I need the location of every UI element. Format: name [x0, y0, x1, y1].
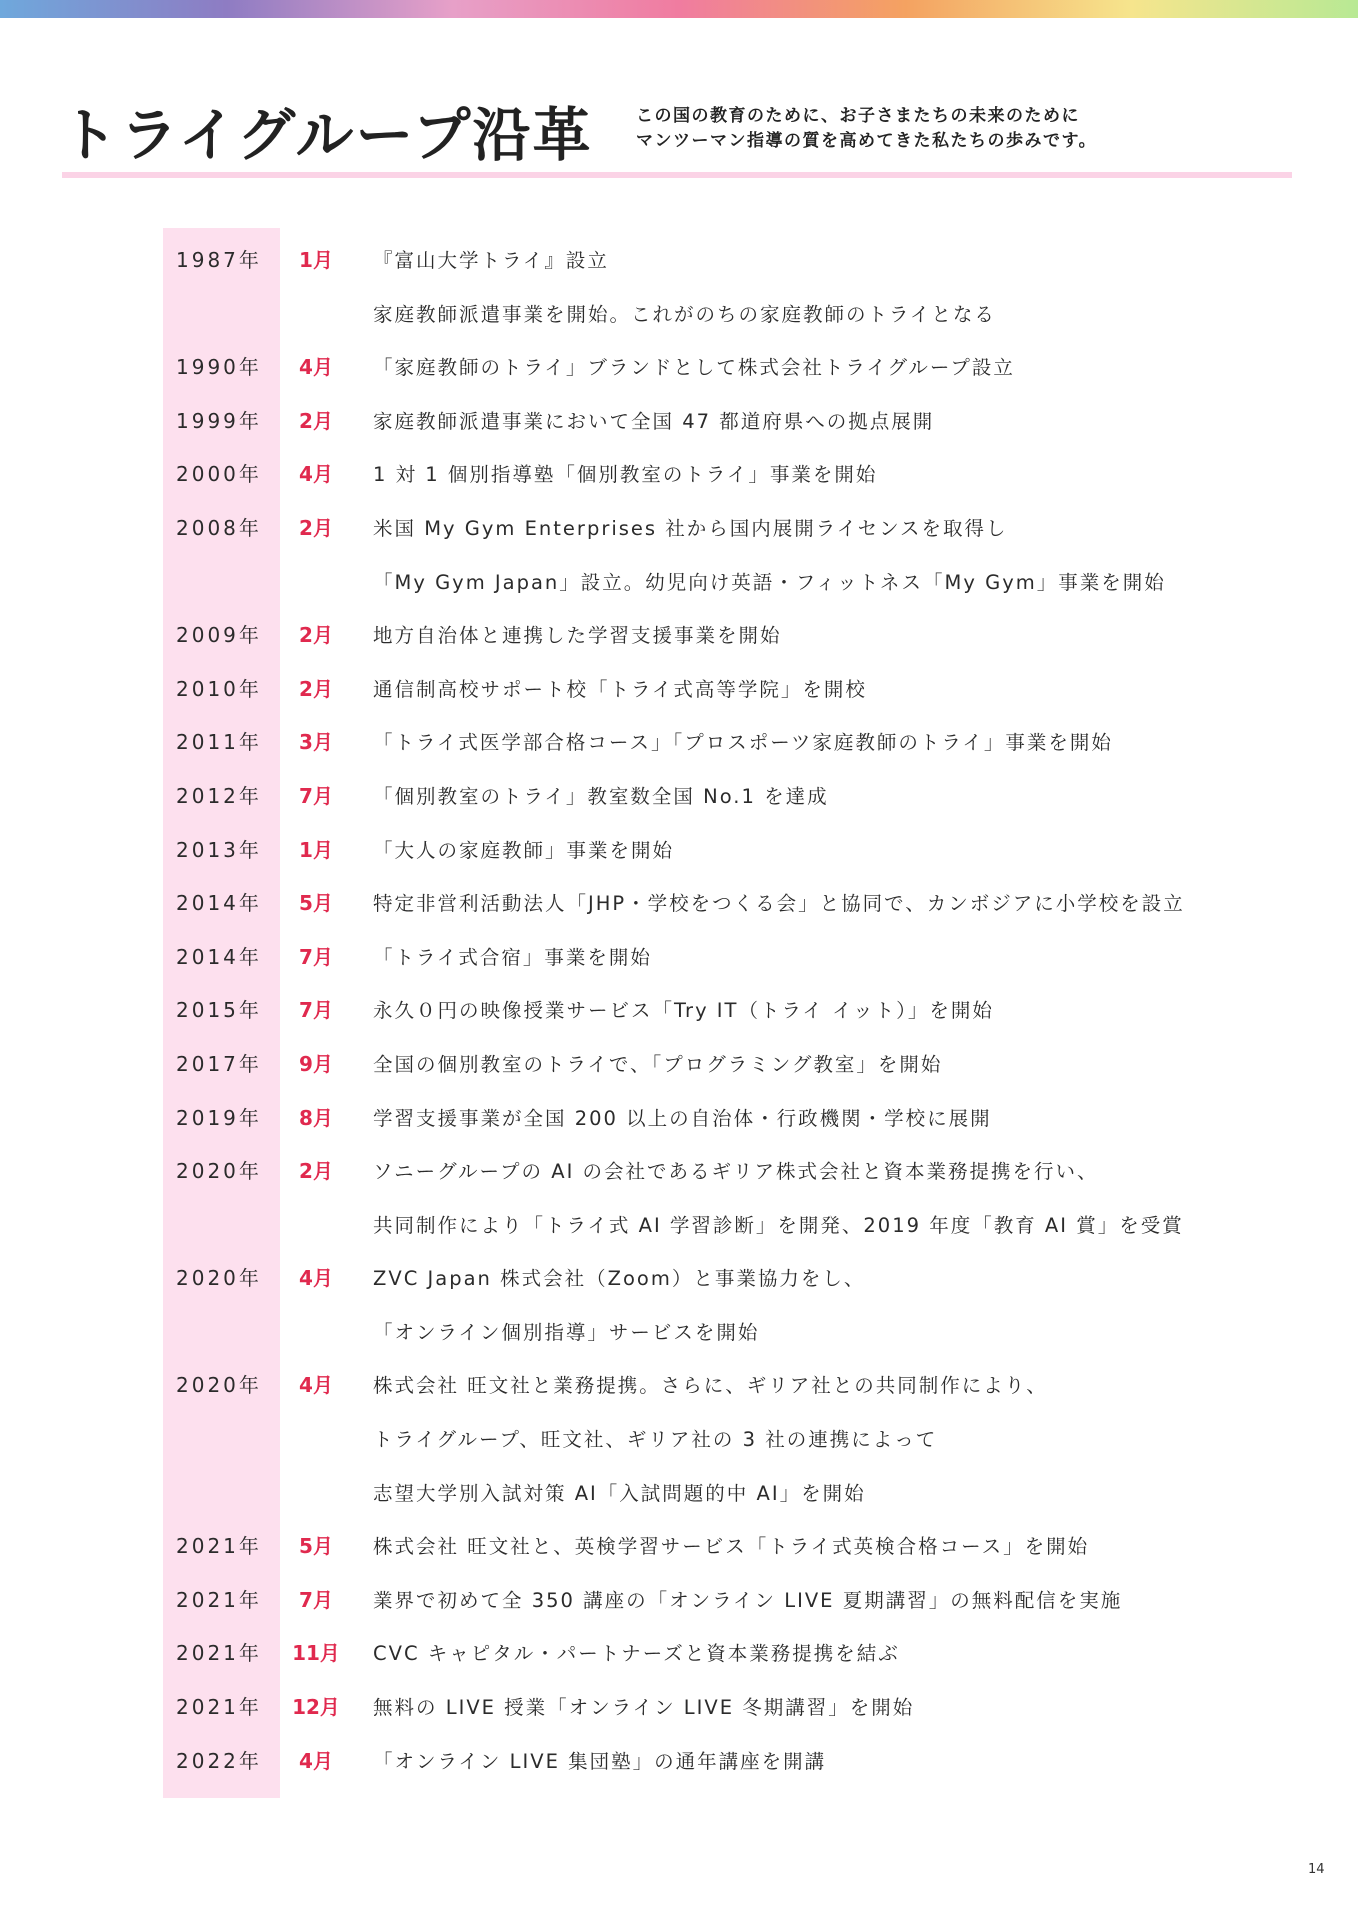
- header-tagline: [636, 104, 1097, 154]
- timeline-year: 2014年: [176, 891, 262, 916]
- timeline-row: [0, 1735, 1358, 1789]
- timeline-month: 2月: [299, 408, 333, 433]
- timeline-row: [0, 395, 1358, 449]
- tagline-line-2: マンツーマン指導の質を高めてきた私たちの歩みです。: [636, 131, 1098, 151]
- title-divider: [62, 172, 1292, 178]
- timeline-event-text: 無料の LIVE 授業「オンライン LIVE 冬期講習」を開始: [373, 1696, 915, 1720]
- timeline-year: 2019年: [176, 1105, 262, 1130]
- timeline-year: 2017年: [176, 1051, 262, 1076]
- timeline-year: 2020年: [176, 1159, 262, 1184]
- timeline-month: 4月: [299, 1373, 333, 1398]
- timeline-row: [0, 877, 1358, 931]
- timeline-event-text: 「家庭教師のトライ」ブランドとして株式会社トライグループ設立: [373, 356, 1015, 380]
- timeline-event-text: 永久０円の映像授業サービス「Try IT（トライ イット）」を開始: [373, 999, 994, 1023]
- timeline-year: 2022年: [176, 1748, 262, 1773]
- timeline-row: [0, 770, 1358, 824]
- timeline-event-text: 株式会社 旺文社と業務提携。さらに、ギリア社との共同制作により、: [373, 1374, 1048, 1398]
- timeline-row: [0, 984, 1358, 1038]
- timeline-event-text: 志望大学別入試対策 AI「入試問題的中 AI」を開始: [373, 1481, 866, 1505]
- timeline-event-text: 家庭教師派遣事業を開始。これがのちの家庭教師のトライとなる: [373, 302, 996, 326]
- timeline-row: [0, 234, 1358, 288]
- timeline-month: 1月: [299, 248, 333, 272]
- timeline-event-text: 「個別教室のトライ」教室数全国 No.1 を達成: [373, 784, 829, 808]
- timeline-month: 2月: [299, 1159, 333, 1184]
- timeline-month: 1月: [299, 837, 333, 862]
- timeline-year: 2020年: [176, 1266, 262, 1291]
- timeline-row: [0, 341, 1358, 395]
- timeline-event-text: CVC キャピタル・パートナーズと資本業務提携を結ぶ: [373, 1642, 900, 1666]
- timeline-month: 9月: [299, 1051, 333, 1076]
- timeline-event-text: ソニーグループの AI の会社であるギリア株式会社と資本業務提携を行い、: [373, 1160, 1099, 1184]
- timeline-row: [0, 1574, 1358, 1628]
- timeline-row: [0, 502, 1358, 556]
- timeline-month: 2月: [299, 623, 333, 648]
- timeline-row: [0, 1199, 1358, 1253]
- timeline-event-text: 「オンライン LIVE 集団塾」の通年講座を開講: [373, 1749, 827, 1773]
- timeline-event-text: 地方自治体と連携した学習支援事業を開始: [373, 624, 782, 648]
- timeline-event-text: 学習支援事業が全国 200 以上の自治体・行政機関・学校に展開: [373, 1106, 992, 1130]
- timeline-year: 2011年: [176, 730, 262, 755]
- timeline-event-text: 米国 My Gym Enterprises 社から国内展開ライセンスを取得し: [373, 516, 1008, 540]
- timeline-row: [0, 824, 1358, 878]
- timeline-event-text: 「トライ式医学部合格コース」「プロスポーツ家庭教師のトライ」事業を開始: [373, 731, 1113, 755]
- timeline-event-text: 1 対 1 個別指導塾「個別教室のトライ」事業を開始: [373, 463, 878, 487]
- page-title: トライグループ沿革: [60, 101, 593, 169]
- timeline-year: 2020年: [176, 1373, 262, 1398]
- timeline-row: [0, 1092, 1358, 1146]
- timeline-year: 2021年: [176, 1641, 262, 1666]
- timeline-event-text: 「トライ式合宿」事業を開始: [373, 945, 652, 969]
- timeline-row: [0, 663, 1358, 717]
- timeline-month: 11月: [292, 1641, 340, 1666]
- timeline-year: 2015年: [176, 998, 262, 1023]
- timeline-row: [0, 448, 1358, 502]
- timeline-row: [0, 1520, 1358, 1574]
- history-timeline: [0, 234, 1358, 1788]
- timeline-event-text: 「大人の家庭教師」事業を開始: [373, 838, 675, 862]
- timeline-year: 2008年: [176, 515, 262, 540]
- timeline-event-text: 「My Gym Japan」設立。幼児向け英語・フィットネス「My Gym」事業を開始: [373, 570, 1166, 594]
- timeline-month: 3月: [299, 730, 333, 755]
- timeline-event-text: 特定非営利活動法人「JHP・学校をつくる会」と協同で、カンボジアに小学校を設立: [373, 892, 1185, 916]
- timeline-month: 5月: [299, 1534, 333, 1559]
- timeline-month: 7月: [299, 944, 333, 969]
- timeline-row: [0, 1467, 1358, 1521]
- timeline-year: 2021年: [176, 1534, 262, 1559]
- tagline-line-1: この国の教育のために、お子さまたちの未来のために: [636, 106, 1080, 126]
- timeline-row: [0, 288, 1358, 342]
- timeline-year: 2014年: [176, 944, 262, 969]
- timeline-month: 2月: [299, 676, 333, 701]
- timeline-year: 2021年: [176, 1587, 262, 1612]
- timeline-row: [0, 1681, 1358, 1735]
- timeline-year: 1990年: [176, 355, 262, 380]
- timeline-month: 4月: [299, 462, 333, 487]
- timeline-year: 2021年: [176, 1695, 262, 1720]
- timeline-row: [0, 931, 1358, 985]
- page-number: 14: [1308, 1862, 1325, 1877]
- timeline-year: 2000年: [176, 462, 262, 487]
- timeline-row: [0, 716, 1358, 770]
- timeline-event-text: 全国の個別教室のトライで、「プログラミング教室」を開始: [373, 1052, 943, 1076]
- timeline-month: 4月: [299, 355, 333, 380]
- timeline-month: 4月: [299, 1266, 333, 1291]
- timeline-row: [0, 1038, 1358, 1092]
- timeline-month: 4月: [299, 1748, 333, 1773]
- timeline-month: 2月: [299, 515, 333, 540]
- timeline-row: [0, 1252, 1358, 1306]
- rainbow-header-bar: [0, 0, 1358, 18]
- timeline-event-text: 株式会社 旺文社と、英検学習サービス「トライ式英検合格コース」を開始: [373, 1535, 1090, 1559]
- timeline-event-text: 「オンライン個別指導」サービスを開始: [373, 1320, 760, 1344]
- timeline-event-text: 通信制高校サポート校「トライ式高等学院」を開校: [373, 677, 867, 701]
- timeline-row: [0, 1306, 1358, 1360]
- timeline-year: 2013年: [176, 837, 262, 862]
- timeline-month: 7月: [299, 998, 333, 1023]
- timeline-year: 2012年: [176, 783, 262, 808]
- timeline-row: [0, 556, 1358, 610]
- timeline-month: 12月: [292, 1695, 340, 1720]
- timeline-month: 5月: [299, 891, 333, 916]
- timeline-year: 2010年: [176, 676, 262, 701]
- timeline-year: 1987年: [176, 248, 262, 272]
- timeline-year: 1999年: [176, 408, 262, 433]
- timeline-row: [0, 1145, 1358, 1199]
- timeline-event-text: 業界で初めて全 350 講座の「オンライン LIVE 夏期講習」の無料配信を実施: [373, 1588, 1123, 1612]
- timeline-month: 7月: [299, 1587, 333, 1612]
- timeline-event-text: 『富山大学トライ』設立: [373, 249, 609, 272]
- timeline-event-text: トライグループ、旺文社、ギリア社の 3 社の連携によって: [373, 1428, 938, 1452]
- timeline-row: [0, 1359, 1358, 1413]
- timeline-month: 8月: [299, 1105, 333, 1130]
- timeline-row: [0, 609, 1358, 663]
- timeline-event-text: 共同制作により「トライ式 AI 学習診断」を開発、2019 年度「教育 AI 賞」を受賞: [373, 1213, 1184, 1237]
- timeline-year: 2009年: [176, 623, 262, 648]
- timeline-event-text: 家庭教師派遣事業において全国 47 都道府県への拠点展開: [373, 409, 935, 433]
- timeline-row: [0, 1627, 1358, 1681]
- timeline-event-text: ZVC Japan 株式会社（Zoom）と事業協力をし、: [373, 1267, 866, 1291]
- timeline-row: [0, 1413, 1358, 1467]
- timeline-month: 7月: [299, 783, 333, 808]
